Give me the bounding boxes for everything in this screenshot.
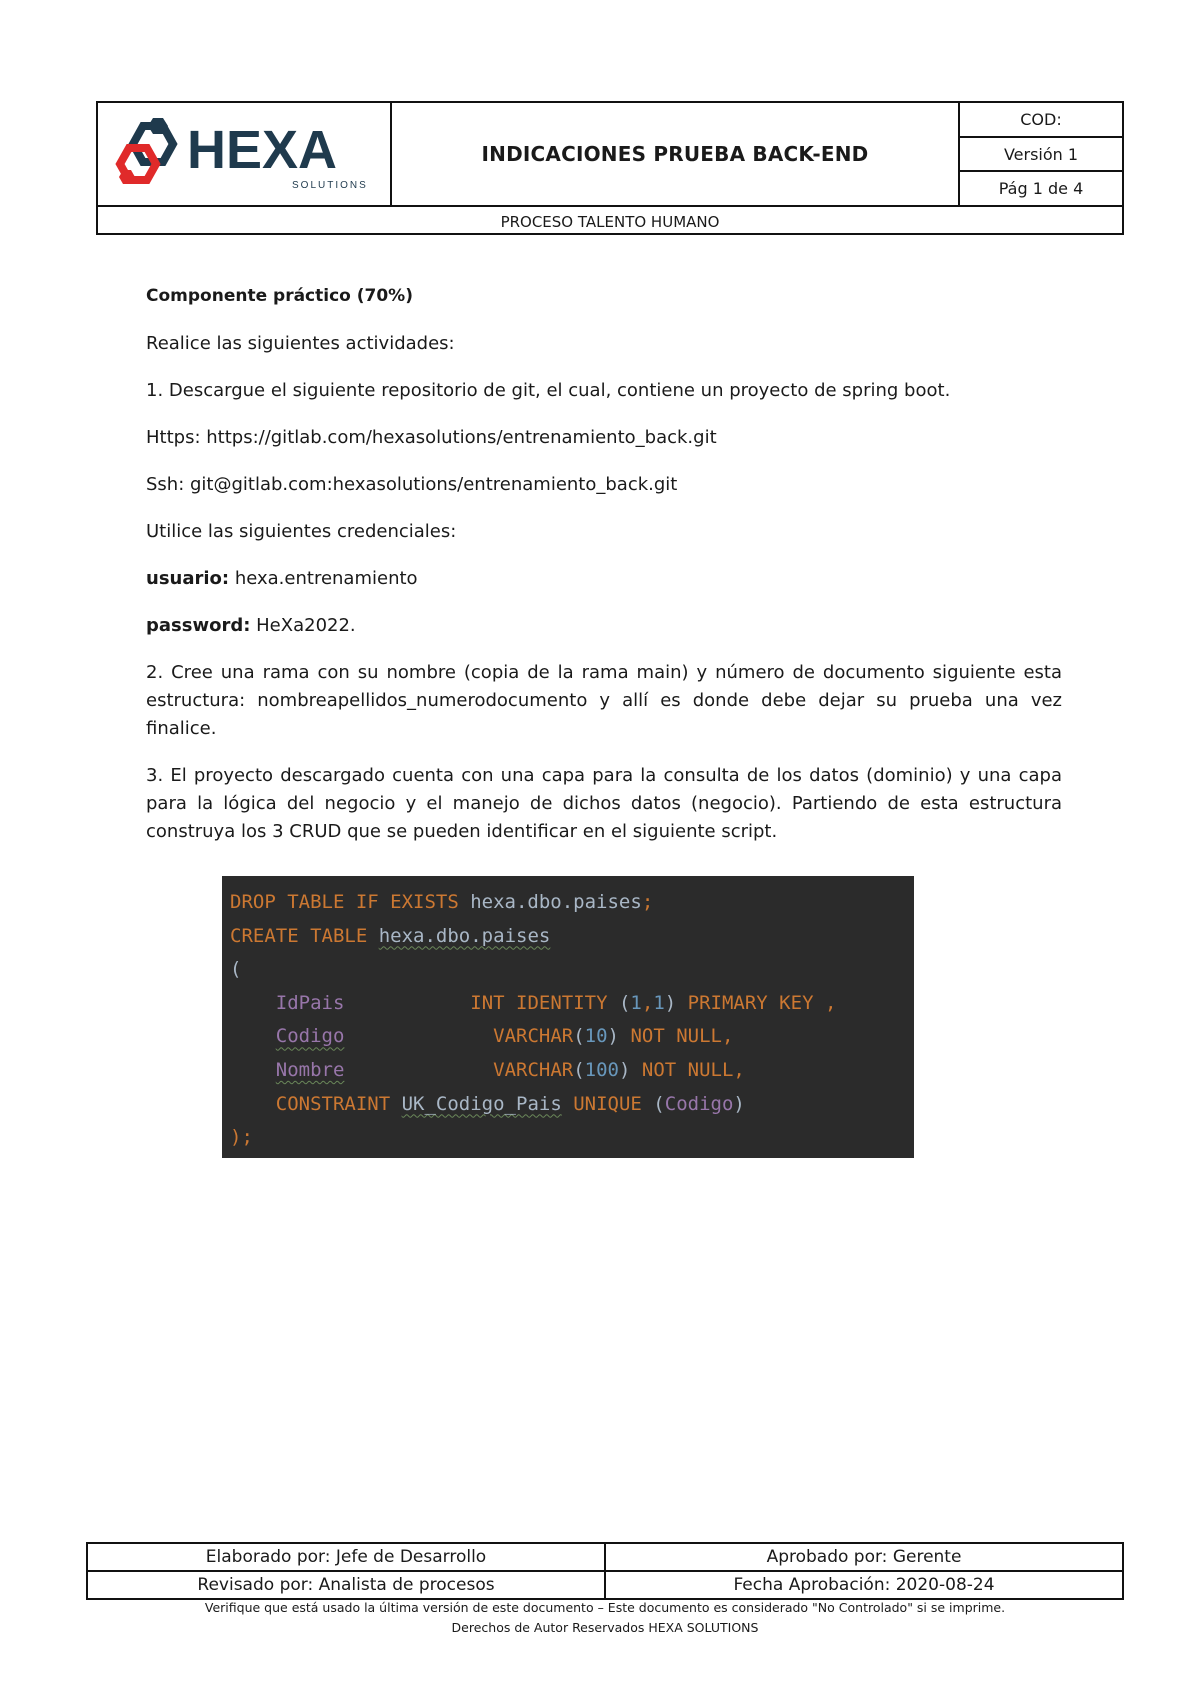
footer-note-copyright: Derechos de Autor Reservados HEXA SOLUTIONS — [451, 1620, 759, 1635]
code-line-1: DROP TABLE IF EXISTS hexa.dbo.paises; — [230, 891, 654, 913]
code-line-6: Nombre VARCHAR(100) NOT NULL, — [275, 1058, 745, 1081]
https-url: Https: https://gitlab.com/hexasolutions/entrenamiento_back.git — [146, 427, 717, 448]
process-name: PROCESO TALENTO HUMANO — [500, 213, 720, 231]
password-line — [146, 612, 1062, 640]
doc-version: Versión 1 — [960, 138, 1122, 173]
document-header — [96, 101, 1124, 235]
sql-code-block — [222, 876, 914, 1158]
step-2: 2. Cree una rama con su nombre (copia de la rama main) y número de documento siguiente esta estructura: nombreapellidos_numerodocumento y allí es donde debe dejar su prueba una vez finalice. — [146, 662, 1062, 739]
password-value: HeXa2022. — [250, 615, 356, 636]
elaborado-por: Elaborado por: Jefe de Desarrollo — [88, 1544, 606, 1570]
intro-text: Realice las siguientes actividades: — [146, 333, 455, 354]
step-3: 3. El proyecto descargado cuenta con una capa para la consulta de los datos (dominio) y una capa para la lógica del negocio y el manejo de dichos datos (negocio). Partiendo de esta estructura construya los 3 CRUD que se pueden identificar en el siguiente script. — [146, 765, 1062, 842]
ssh-url: Ssh: git@gitlab.com:hexasolutions/entrenamiento_back.git — [146, 474, 678, 495]
document-body — [146, 282, 1062, 865]
code-line-4: IdPais INT IDENTITY (1,1) PRIMARY KEY , — [275, 991, 837, 1014]
footer-note-control: Verifique que está usado la última versión de este documento – Este documento es considerado "No Controlado" si se imprime. — [204, 1600, 1006, 1615]
code-line-3: ( — [230, 958, 242, 981]
username-label: usuario: — [146, 568, 230, 589]
revisado-por: Revisado por: Analista de procesos — [88, 1572, 606, 1598]
code-line-8: ); — [230, 1126, 253, 1149]
document-title: INDICACIONES PRUEBA BACK-END — [392, 103, 960, 205]
section-title: Componente práctico (70%) — [146, 286, 413, 306]
fecha-aprobacion: Fecha Aprobación: 2020-08-24 — [733, 1575, 995, 1595]
username-value: hexa.entrenamiento — [229, 568, 418, 589]
username-line — [146, 565, 1062, 593]
hexa-logo-icon — [109, 112, 379, 196]
step-1: 1. Descargue el siguiente repositorio de git, el cual, contiene un proyecto de spring boot. — [146, 380, 951, 401]
company-logo — [98, 103, 392, 205]
password-label: password: — [146, 615, 251, 636]
svg-text:SOLUTIONS: SOLUTIONS — [292, 180, 368, 191]
code-line-2: CREATE TABLE hexa.dbo.paises — [230, 924, 551, 947]
aprobado-por: Aprobado por: Gerente — [766, 1547, 962, 1567]
svg-text:HEXA: HEXA — [187, 120, 338, 180]
code-line-5: Codigo VARCHAR(10) NOT NULL, — [275, 1025, 734, 1048]
credentials-intro: Utilice las siguientes credenciales: — [146, 521, 457, 542]
doc-page: Pág 1 de 4 — [998, 179, 1084, 199]
document-footer-table — [86, 1542, 1124, 1600]
doc-code: COD: — [960, 103, 1122, 138]
code-line-7: CONSTRAINT UK_Codigo_Pais UNIQUE (Codigo) — [275, 1092, 745, 1115]
